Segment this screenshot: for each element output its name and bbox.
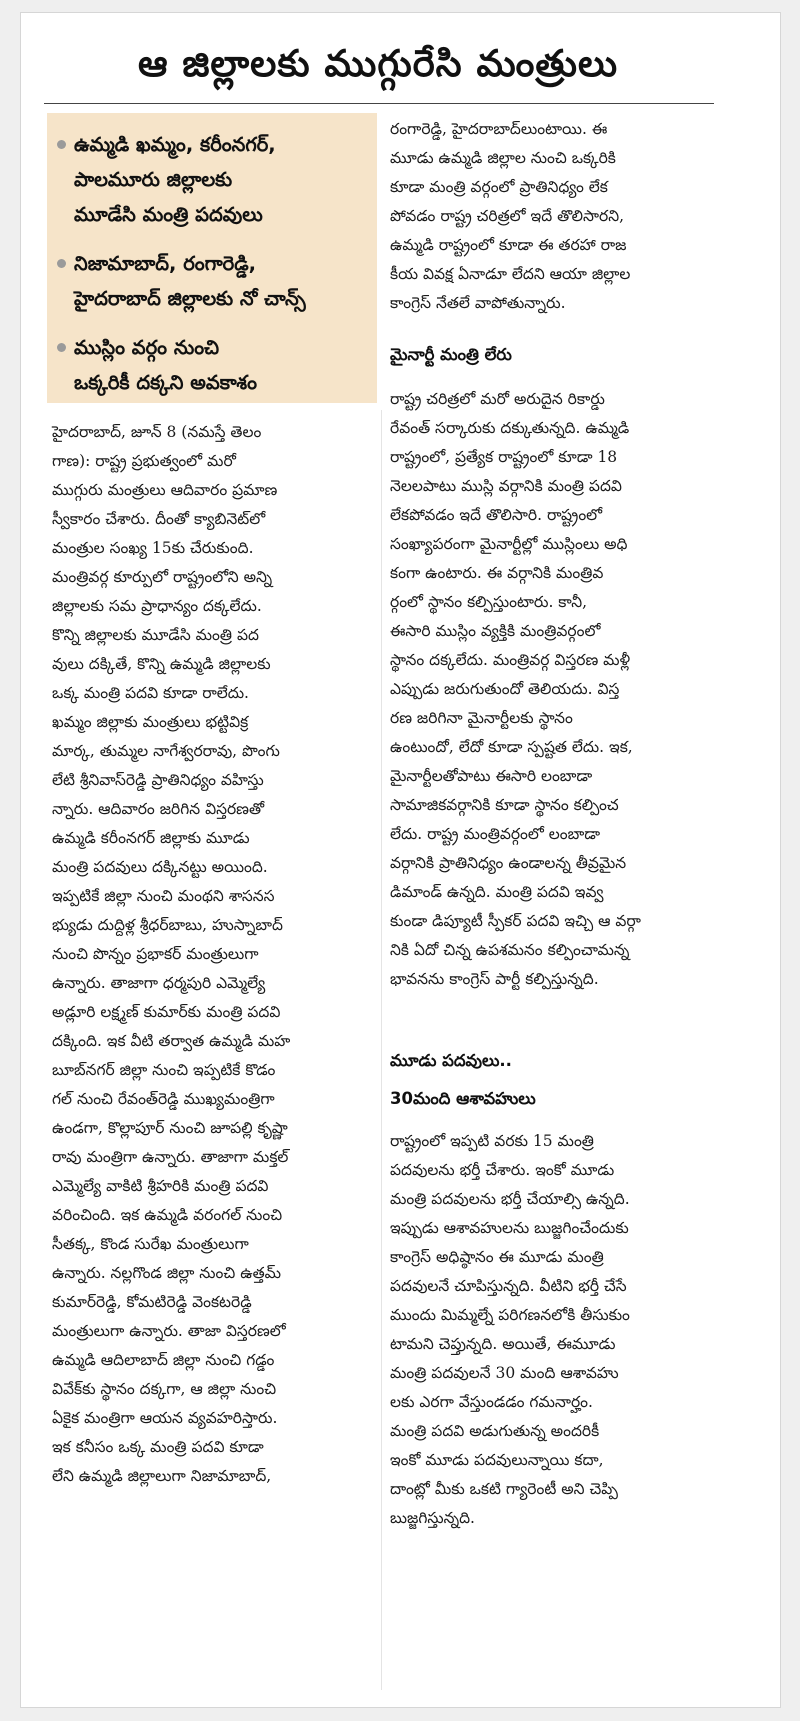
- highlight-text: ఉమ్మడి ఖమ్మం, కరీంనగర్, పాలమూరు జిల్లాలకు మూడేసి మంత్రి పదవులు: [74, 133, 276, 226]
- headline-divider: [44, 103, 714, 104]
- headline: ఆ జిల్లాలకు ముగ్గురేసి మంత్రులు: [137, 42, 619, 85]
- article-left-column: హైదరాబాద్, జూన్ 8 (నమస్తే తెలం గాణ): రాష్ట్ర ప్రభుత్వంలో మరో ముగ్గురు మంత్రులు ఆదివారం ప్రమాణ స్వీకారం చేశారు. దీంతో క్యాబినెట్‌లో మంత్రుల సంఖ్య 15కు చేరుకుంది. మంత్రివర్గ కూర్పులో రాష్ట్రంలోని అన్ని జిల్లాలకు సమ ప్రాధాన్యం దక్కలేదు. కొన్ని జిల్లాలకు మూడేసి మంత్రి పద వులు దక్కితే, కొన్ని ఉమ్మడి జిల్లాలకు ఒక్క మంత్రి పదవి కూడా రాలేదు. ఖమ్మం జిల్లాకు మంత్రులు భట్టివిక్ర మార్క, తుమ్మల నాగేశ్వరరావు, పొంగు లేటి శ్రీనివాస్‌రెడ్డి ప్రాతినిధ్యం వహిస్తు న్నారు. ఆదివారం జరిగిన విస్తరణతో ఉమ్మడి కరీంనగర్ జిల్లాకు మూడు మంత్రి పదవులు దక్కినట్టు అయింది. ఇప్పటికే జిల్లా నుంచి మంథని శాసనస భ్యుడు దుద్దిళ్ల శ్రీధర్‌బాబు, హుస్నాబాద్ నుంచి పొన్నం ప్రభాకర్ మంత్రులుగా ఉన్నారు. తాజాగా ధర్మపురి ఎమ్మెల్యే అడ్లూరి లక్ష్మణ్ కుమార్‌కు మంత్రి పదవి దక్కింది. ఇక వీటి తర్వాత ఉమ్మడి మహ బూబ్‌నగర్ జిల్లా నుంచి ఇప్పటికే కొడం గల్ నుంచి రేవంత్‌రెడ్డి ముఖ్యమంత్రిగా ఉండగా, కొల్లాపూర్ నుంచి జూపల్లి కృష్ణా రావు మంత్రిగా ఉన్నారు. తాజాగా మక్తల్ ఎమ్మెల్యే వాకిటి శ్రీహరికి మంత్రి పదవి వరించింది. ఇక ఉమ్మడి వరంగల్ నుంచి సీతక్క, కొండ సురేఖ మంత్రులుగా ఉన్నారు. నల్లగొండ జిల్లా నుంచి ఉత్తమ్ కుమార్‌రెడ్డి, కోమటిరెడ్డి వెంకటరెడ్డి మంత్రులుగా ఉన్నారు. తాజా విస్తరణలో ఉమ్మడి ఆదిలాబాద్ జిల్లా నుంచి గడ్డం వివేక్‌కు స్థానం దక్కగా, ఆ జిల్లా నుంచి ఏకైక మంత్రిగా ఆయన వ్యవహరిస్తారు. ఇక కనీసం ఒక్క మంత్రి పదవి కూడా లేని ఉమ్మడి జిల్లాలుగా నిజామాబాద్,: [52, 423, 291, 1485]
- subheading-three-posts: మూడు పదవులు..: [390, 1051, 512, 1070]
- bullet-icon: [57, 140, 66, 149]
- highlight-item: [57, 330, 367, 400]
- highlight-text: ముస్లిం వర్గం నుంచి ఒక్కరికీ దక్కని అవకాశం: [74, 336, 258, 394]
- bullet-icon: [57, 343, 66, 352]
- subheading-minority: మైనార్టీ మంత్రి లేరు: [390, 345, 512, 364]
- bullet-icon: [57, 259, 66, 268]
- article-right-column-top: రంగారెడ్డి, హైదరాబాద్‌లుంటాయి. ఈ మూడు ఉమ్మడి జిల్లాల నుంచి ఒక్కరికి కూడా మంత్రి వర్గంలో ప్రాతినిధ్యం లేక పోవడం రాష్ట్ర చరిత్రలో ఇదే తొలిసారని, ఉమ్మడి రాష్ట్రంలో కూడా ఈ తరహా రాజ కీయ వివక్ష ఏనాడూ లేదని ఆయా జిల్లాల కాంగ్రెస్ నేతలే వాపోతున్నారు.: [390, 120, 631, 312]
- highlight-text: నిజామాబాద్, రంగారెడ్డి, హైదరాబాద్ జిల్లాలకు నో చాన్స్: [74, 252, 306, 310]
- highlights-box: [47, 113, 377, 403]
- highlight-item: [57, 246, 367, 316]
- article-right-column-bottom: రాష్ట్రంలో ఇప్పటి వరకు 15 మంత్రి పదవులను భర్తీ చేశారు. ఇంకో మూడు మంత్రి పదవులను భర్తీ చేయాల్సి ఉన్నది. ఇప్పుడు ఆశావహులను బుజ్జగించేందుకు కాంగ్రెస్ అధిష్ఠానం ఈ మూడు మంత్రి పదవులనే చూపిస్తున్నది. వీటిని భర్తీ చేసే ముందు మిమ్మల్నే పరిగణనలోకి తీసుకుం టామని చెప్తున్నది. అయితే, ఈమూడు మంత్రి పదవులనే 30 మంది ఆశావహు లకు ఎరగా వేస్తుండడం గమనార్హం. మంత్రి పదవి అడుగుతున్న అందరికీ ఇంకో మూడు పదవులున్నాయి కదా, దాంట్లో మీకు ఒకటి గ్యారెంటీ అని చెప్పి బుజ్జగిస్తున్నది.: [390, 1132, 630, 1527]
- subheading-aspirants: 30మంది ఆశావహులు: [390, 1089, 536, 1108]
- article-right-column-middle: రాష్ట్ర చరిత్రలో మరో అరుదైన రికార్డు రేవంత్ సర్కారుకు దక్కుతున్నది. ఉమ్మడి రాష్ట్రంలో, ప్రత్యేక రాష్ట్రంలో కూడా 18 నెలలపాటు ముస్లి వర్గానికి మంత్రి పదవి లేకపోవడం ఇదే తొలిసారి. రాష్ట్రంలో సంఖ్యాపరంగా మైనార్టీల్లో ముస్లింలు అధి కంగా ఉంటారు. ఈ వర్గానికి మంత్రివ ర్గంలో స్థానం కల్పిస్తుంటారు. కానీ, ఈసారి ముస్లిం వ్యక్తికి మంత్రివర్గంలో స్థానం దక్కలేదు. మంత్రివర్గ విస్తరణ మళ్లీ ఎప్పుడు జరుగుతుందో తెలియదు. విస్త రణ జరిగినా మైనార్టీలకు స్థానం ఉంటుందో, లేదో కూడా స్పష్టత లేదు. ఇక, మైనార్టీలతోపాటు ఈసారి లంబాడా సామాజికవర్గానికి కూడా స్థానం కల్పించ లేదు. రాష్ట్ర మంత్రివర్గంలో లంబాడా వర్గానికి ప్రాతినిధ్యం ఉండాలన్న తీవ్రమైన డిమాండ్ ఉన్నది. మంత్రి పదవి ఇవ్వ కుండా డిప్యూటీ స్పీకర్ పదవి ఇచ్చి ఆ వర్గా నికి ఏదో చిన్న ఉపశమనం కల్పించామన్న భావనను కాంగ్రెస్ పార్టీ కల్పిస్తున్నది.: [390, 390, 641, 988]
- column-divider: [381, 410, 382, 1690]
- highlight-item: [57, 127, 367, 232]
